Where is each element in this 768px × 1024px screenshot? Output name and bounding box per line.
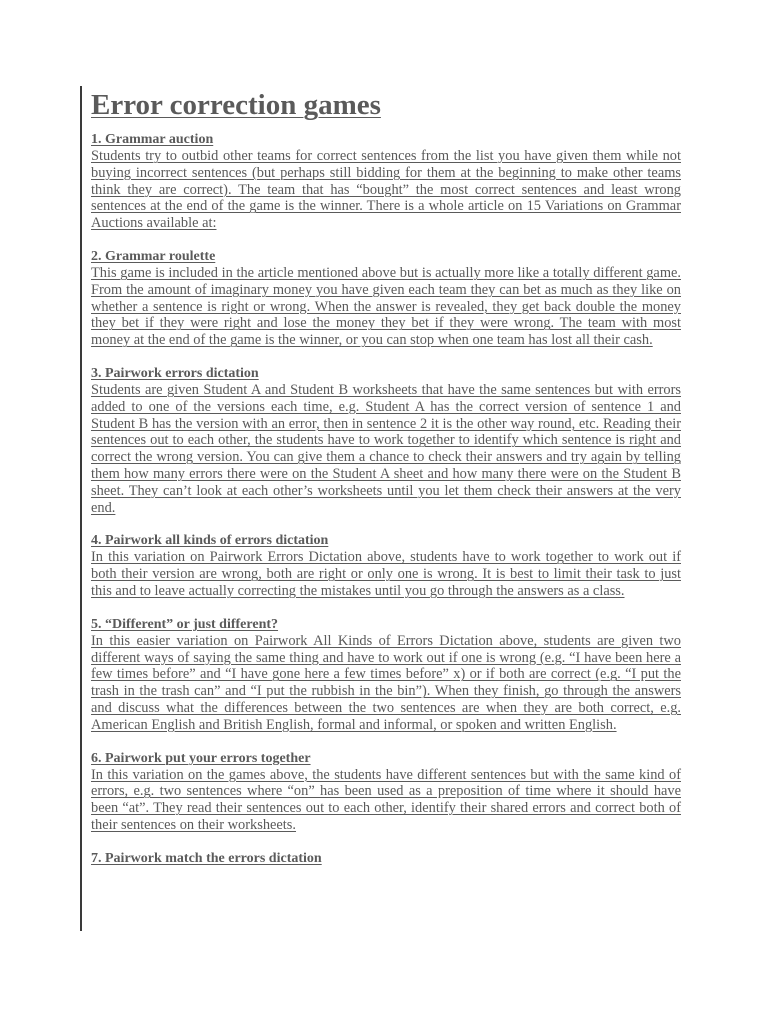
section-heading: 3. Pairwork errors dictation bbox=[91, 365, 259, 381]
section-grammar-roulette bbox=[91, 248, 681, 349]
section-heading: 7. Pairwork match the errors dictation bbox=[91, 850, 322, 866]
section-heading: 2. Grammar roulette bbox=[91, 248, 216, 264]
section-grammar-auction bbox=[91, 131, 681, 232]
document-title: Error correction games bbox=[91, 89, 381, 121]
document-content bbox=[91, 86, 681, 883]
section-different-or-just-different bbox=[91, 616, 681, 734]
section-pairwork-errors-dictation bbox=[91, 365, 681, 516]
section-match-the-errors-dictation bbox=[91, 850, 681, 867]
section-heading: 5. “Different” or just different? bbox=[91, 616, 279, 632]
page-left-rule bbox=[80, 86, 82, 931]
section-heading: 1. Grammar auction bbox=[91, 132, 214, 147]
section-body: Students try to outbid other teams for correct sentences from the list you have given them while not buying incorrect sentences (but perhaps still bidding for them at the beginning to make other teams think they are correct). The team that has “bought” the most correct sentences and least wrong sentences at the end of the game is the winner. There is a whole article on 15 Variations on Grammar Auctions available at: bbox=[91, 148, 681, 232]
section-heading: 6. Pairwork put your errors together bbox=[91, 750, 311, 766]
section-body: In this easier variation on Pairwork All Kinds of Errors Dictation above, students are given two different ways of saying the same thing and have to work out if one is wrong (e.g. “I have been here a few times before” and “I have gone here a few times before” x) or if both are correct (e.g. “I put the trash in the trash can” and “I put the rubbish in the bin”). When they finish, go through the answers and discuss what the differences between the two sentences are when they are both correct, e.g. American English and British English, formal and informal, or spoken and written English. bbox=[91, 632, 681, 733]
section-put-your-errors-together bbox=[91, 750, 681, 834]
section-heading: 4. Pairwork all kinds of errors dictation bbox=[91, 533, 329, 549]
section-body: This game is included in the article mentioned above but is actually more like a totally different game. From the amount of imaginary money you have given each team they can bet as much as they like on whether a sentence is right or wrong. When the answer is revealed, they get back double the money they bet if they were right and lose the money they bet if they were wrong. The team with most money at the end of the game is the winner, or you can stop when one team has lost all their cash. bbox=[91, 264, 681, 349]
section-all-kinds-of-errors bbox=[91, 532, 681, 599]
section-body: In this variation on Pairwork Errors Dictation above, students have to work together to work out if both their version are wrong, both are right or only one is wrong. It is best to limit their task to just this and to leave actually correcting the mistakes until you go through the answers as a class. bbox=[91, 549, 681, 599]
section-body: Students are given Student A and Student B worksheets that have the same sentences but with errors added to one of the versions each time, e.g. Student A has the correct version of sentence 1 and Student B has the version with an error, then in sentence 2 it is the other way round, etc. Reading their sentences out to each other, the students have to work together to identify which sentence is right and correct the wrong version. You can give them a chance to check their answers and try again by telling them how many errors there were on the Student A sheet and how many there were on the Student B sheet. They can’t look at each other’s worksheets until you let them check their answers at the very end. bbox=[91, 381, 681, 516]
section-body: In this variation on the games above, the students have different sentences but with the same kind of errors, e.g. two sentences where “on” has been used as a preposition of time where it should have been “at”. They read their sentences out to each other, identify their shared errors and correct both of their sentences on their worksheets. bbox=[91, 766, 681, 833]
